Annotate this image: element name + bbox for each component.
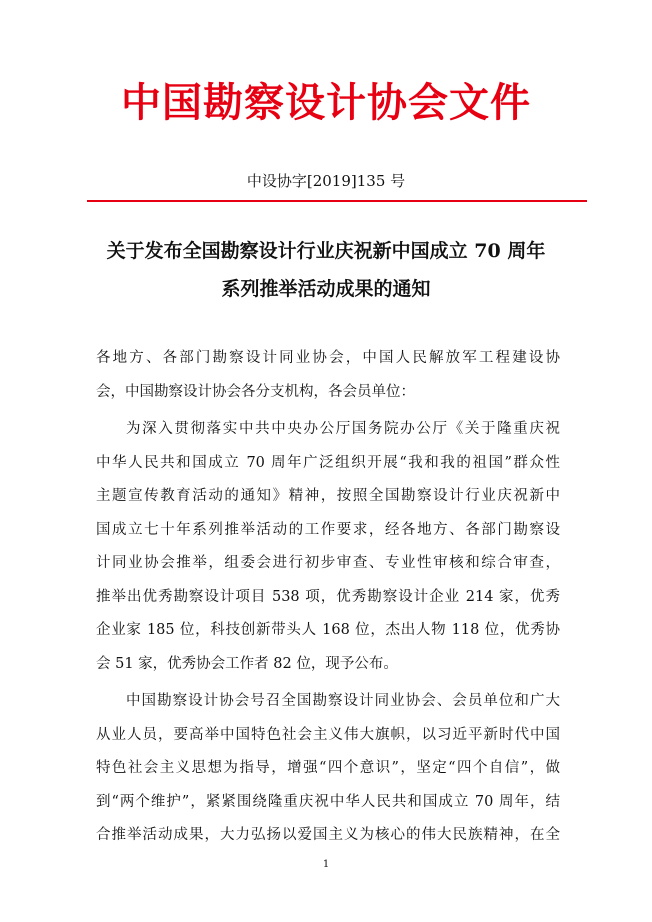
- paragraph-line: 为深入贯彻落实中共中央办公厅国务院办公厅《关于隆重庆祝: [126, 421, 560, 437]
- paragraph-line: 到“两个维护”，紧紧围绕隆重庆祝中华人民共和国成立 70 周年，结: [96, 793, 560, 810]
- paragraph-line: 合推举活动成果，大力弘扬以爱国主义为核心的伟大民族精神，在全: [96, 827, 560, 843]
- paragraph-line: 从业人员，要高举中国特色社会主义伟大旗帜，以习近平新时代中国: [96, 726, 560, 743]
- header-divider: [87, 200, 587, 202]
- salutation: [96, 342, 560, 409]
- paragraph-line: 推举出优秀勘察设计项目 538 项，优秀勘察设计企业 214 家，优秀: [96, 588, 560, 605]
- salutation-line: 会，中国勘察设计协会各分支机构，各会员单位：: [96, 383, 415, 400]
- salutation-line: 各地方、各部门勘察设计同业协会，中国人民解放军工程建设协: [96, 350, 560, 366]
- notice-title-line: 关于发布全国勘察设计行业庆祝新中国成立 70 周年: [106, 240, 546, 262]
- notice-title-line: 系列推举活动成果的通知: [221, 278, 431, 300]
- paragraph-line: 国成立七十年系列推举活动的工作要求，经各地方、各部门勘察设: [96, 521, 560, 538]
- paragraph-1: [96, 413, 560, 681]
- document-header-title: 中国勘察设计协会文件: [121, 79, 531, 126]
- paragraph-line: 中国勘察设计协会号召全国勘察设计同业协会、会员单位和广大: [126, 693, 560, 709]
- page-number: 1: [322, 859, 330, 870]
- paragraph-line: 中华人民共和国成立 70 周年广泛组织开展“我和我的祖国”群众性: [96, 454, 560, 471]
- paragraph-line: 企业家 185 位，科技创新带头人 168 位，杰出人物 118 位，优秀协: [96, 622, 560, 638]
- paragraph-line: 主题宣传教育活动的通知》精神，按照全国勘察设计行业庆祝新中: [96, 488, 560, 504]
- document-number: 中设协字[2019]135 号: [246, 172, 406, 190]
- notice-body: [96, 342, 560, 853]
- paragraph-line: 特色社会主义思想为指导，增强“四个意识”，坚定“四个自信”，做: [96, 760, 560, 776]
- notice-title: [60, 232, 592, 308]
- paragraph-line: 会 51 家，优秀协会工作者 82 位，现予公布。: [96, 655, 398, 672]
- paragraph-line: 计同业协会推举，组委会进行初步审查、专业性审核和综合审查，: [96, 555, 560, 571]
- paragraph-2: [96, 685, 560, 853]
